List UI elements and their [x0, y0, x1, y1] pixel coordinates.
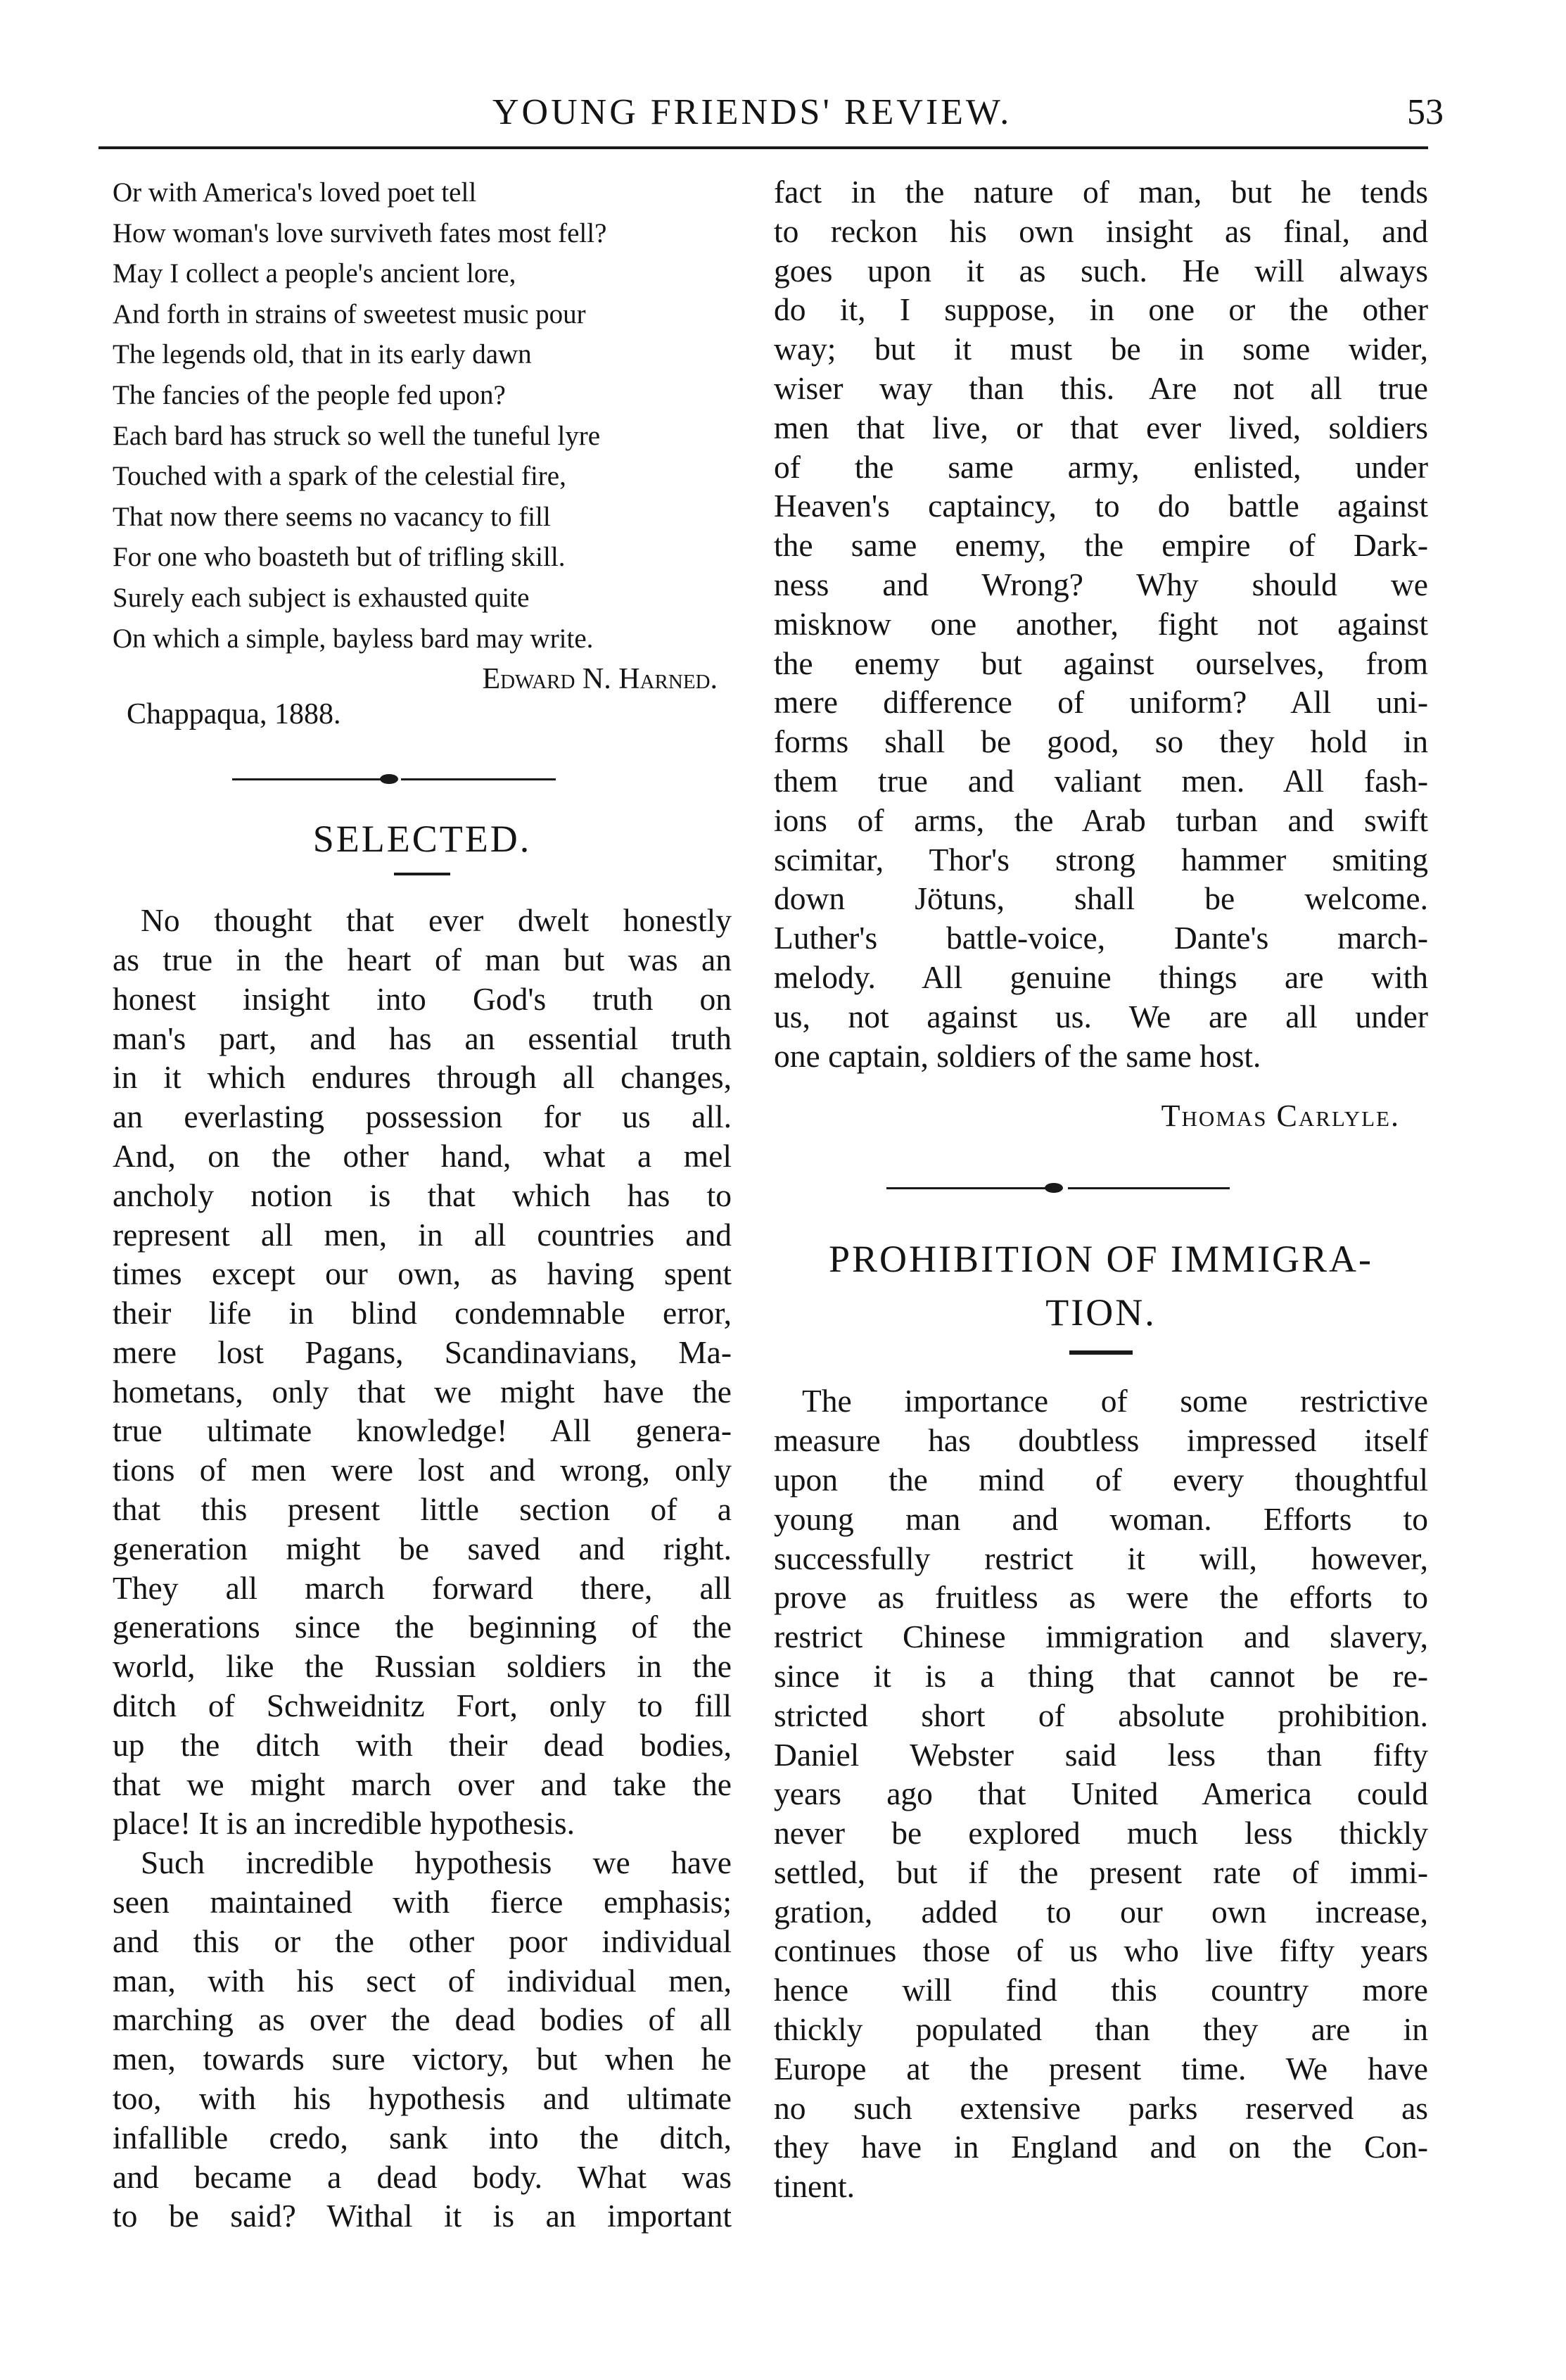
- text-line: hence will find this country more: [774, 1972, 1428, 2008]
- page-number: 53: [1407, 92, 1444, 132]
- selected-heading: SELECTED.: [312, 818, 532, 861]
- text-line: seen maintained with fierce emphasis;: [113, 1884, 732, 1920]
- heading-rule: [394, 873, 450, 875]
- header-rule: [98, 146, 1428, 149]
- right-column: [774, 172, 1428, 2206]
- text-line: their life in blind condemnable error,: [113, 1295, 732, 1331]
- text-line: in it which endures through all changes,: [113, 1059, 732, 1096]
- text-line: marching as over the dead bodies of all: [113, 2001, 732, 2038]
- text-line: they have in England and on the Con-: [774, 2129, 1428, 2165]
- prohibition-body: [774, 1381, 1428, 2206]
- text-line: and became a dead body. What was: [113, 2158, 732, 2195]
- text-line: man, with his sect of individual men,: [113, 1962, 732, 1999]
- text-line: fact in the nature of man, but he tends: [774, 174, 1428, 210]
- text-line: men that live, or that ever lived, soldiers: [774, 409, 1428, 445]
- text-line: No thought that ever dwelt honestly: [141, 902, 732, 939]
- text-line: ancholy notion is that which has to: [113, 1177, 732, 1213]
- poem-line: Touched with a spark of the celestial fire,: [113, 461, 566, 492]
- text-line: infallible credo, sank into the ditch,: [113, 2119, 732, 2156]
- poem-line: Or with America's loved poet tell: [113, 177, 477, 208]
- text-line: restrict Chinese immigration and slavery,: [774, 1619, 1428, 1655]
- poem-place-date: Chappaqua, 1888.: [127, 698, 341, 731]
- text-line: up the ditch with their dead bodies,: [113, 1726, 732, 1763]
- text-line: upon the mind of every thoughtful: [774, 1461, 1428, 1498]
- text-line: to be said? Withal it is an important: [113, 2198, 732, 2234]
- text-line: one captain, soldiers of the same host.: [774, 1037, 1261, 1074]
- text-line: down Jötuns, shall be welcome.: [774, 880, 1428, 917]
- poem-line: How woman's love surviveth fates most fell?: [113, 217, 607, 248]
- text-line: wiser way than this. Are not all true: [774, 369, 1428, 406]
- text-line: generation might be saved and right.: [113, 1530, 732, 1566]
- text-line: to reckon his own insight as final, and: [774, 213, 1428, 249]
- text-line: true ultimate knowledge! All genera-: [113, 1412, 732, 1449]
- selected-paragraph-1: [113, 901, 732, 1843]
- text-line: the enemy but against ourselves, from: [774, 645, 1428, 681]
- text-line: tions of men were lost and wrong, only: [113, 1452, 732, 1488]
- text-line: thickly populated than they are in: [774, 2011, 1428, 2048]
- text-line: an everlasting possession for us all.: [113, 1099, 732, 1135]
- text-line: them true and valiant men. All fash-: [774, 762, 1428, 799]
- text-line: ditch of Schweidnitz Fort, only to fill: [113, 1688, 732, 1724]
- text-line: settled, but if the present rate of immi-: [774, 1854, 1428, 1890]
- running-header: [0, 91, 1566, 141]
- journal-title: YOUNG FRIENDS' REVIEW.: [492, 92, 1012, 132]
- text-line: Daniel Webster said less than fifty: [774, 1736, 1428, 1773]
- text-line: prove as fruitless as were the efforts to: [774, 1579, 1428, 1616]
- text-line: melody. All genuine things are with: [774, 958, 1428, 995]
- text-line: mere difference of uniform? All uni-: [774, 684, 1428, 721]
- text-line: times except our own, as having spent: [113, 1255, 732, 1292]
- text-line: Luther's battle-voice, Dante's march-: [774, 920, 1428, 956]
- section-ornament: [113, 766, 732, 794]
- poem-line: For one who boasteth but of trifling skill.: [113, 542, 566, 573]
- text-line: mere lost Pagans, Scandinavians, Ma-: [113, 1334, 732, 1370]
- text-line: The importance of some restrictive: [802, 1383, 1428, 1419]
- poem-line: Each bard has struck so well the tuneful lyre: [113, 420, 601, 451]
- text-line: hometans, only that we might have the: [113, 1373, 732, 1410]
- selected-paragraph-2: [113, 1843, 732, 2236]
- text-line: misknow one another, fight not against: [774, 605, 1428, 642]
- text-line: since it is a thing that cannot be re-: [774, 1657, 1428, 1694]
- poem-signature: Edward N. Harned.: [482, 663, 718, 696]
- poem-line: Surely each subject is exhausted quite: [113, 582, 530, 613]
- text-line: Europe at the present time. We have: [774, 2050, 1428, 2087]
- text-line: that we might march over and take the: [113, 1766, 732, 1802]
- text-line: Such incredible hypothesis we have: [141, 1844, 732, 1881]
- text-line: man's part, and has an essential truth: [113, 1020, 732, 1056]
- text-line: And, on the other hand, what a mel: [113, 1137, 732, 1174]
- text-line: They all march forward there, all: [113, 1569, 732, 1606]
- text-line: scimitar, Thor's strong hammer smiting: [774, 841, 1428, 878]
- heading-rule: [1069, 1350, 1133, 1355]
- text-line: represent all men, in all countries and: [113, 1216, 732, 1253]
- text-line: ions of arms, the Arab turban and swift: [774, 802, 1428, 838]
- text-line: measure has doubtless impressed itself: [774, 1422, 1428, 1459]
- text-line: young man and woman. Efforts to: [774, 1500, 1428, 1537]
- text-line: men, towards sure victory, but when he: [113, 2041, 732, 2077]
- text-line: no such extensive parks reserved as: [774, 2089, 1428, 2126]
- text-line: Heaven's captaincy, to do battle against: [774, 488, 1428, 524]
- poem-line: May I collect a people's ancient lore,: [113, 258, 516, 289]
- poem-line: On which a simple, bayless bard may write.: [113, 623, 594, 654]
- text-line: and this or the other poor individual: [113, 1923, 732, 1959]
- text-line: of the same army, enlisted, under: [774, 448, 1428, 485]
- poem-line: And forth in strains of sweetest music pour: [113, 298, 586, 329]
- text-line: stricted short of absolute prohibition.: [774, 1697, 1428, 1733]
- text-line: world, like the Russian soldiers in the: [113, 1648, 732, 1685]
- text-line: us, not against us. We are all under: [774, 998, 1428, 1034]
- prohibition-heading-line2: TION.: [1045, 1291, 1157, 1334]
- author-signature: Thomas Carlyle.: [1161, 1099, 1400, 1134]
- text-line: the same enemy, the empire of Dark-: [774, 527, 1428, 564]
- left-column: [113, 172, 732, 2236]
- selected-continued: [774, 172, 1428, 1075]
- text-line: goes upon it as such. He will always: [774, 252, 1428, 289]
- text-line: generations since the beginning of the: [113, 1609, 732, 1645]
- text-line: as true in the heart of man but was an: [113, 941, 732, 977]
- text-line: do it, I suppose, in one or the other: [774, 291, 1428, 328]
- poem-line: The fancies of the people fed upon?: [113, 379, 506, 410]
- prohibition-heading-line1: PROHIBITION OF IMMIGRA-: [828, 1238, 1373, 1281]
- poem-line: The legends old, that in its early dawn: [113, 339, 532, 370]
- text-line: successfully restrict it will, however,: [774, 1540, 1428, 1576]
- text-line: too, with his hypothesis and ultimate: [113, 2080, 732, 2117]
- text-line: way; but it must be in some wider,: [774, 331, 1428, 367]
- text-line: continues those of us who live fifty years: [774, 1932, 1428, 1969]
- text-line: tinent.: [774, 2168, 855, 2205]
- text-line: years ago that United America could: [774, 1775, 1428, 1812]
- text-line: gration, added to our own increase,: [774, 1893, 1428, 1930]
- poem: [113, 172, 732, 659]
- text-line: honest insight into God's truth on: [113, 980, 732, 1017]
- text-line: forms shall be good, so they hold in: [774, 723, 1428, 760]
- poem-line: That now there seems no vacancy to fill: [113, 501, 551, 532]
- text-line: never be explored much less thickly: [774, 1815, 1428, 1852]
- text-line: that this present little section of a: [113, 1491, 732, 1528]
- section-ornament: [774, 1175, 1428, 1203]
- text-line: place! It is an incredible hypothesis.: [113, 1805, 575, 1842]
- text-line: ness and Wrong? Why should we: [774, 566, 1428, 602]
